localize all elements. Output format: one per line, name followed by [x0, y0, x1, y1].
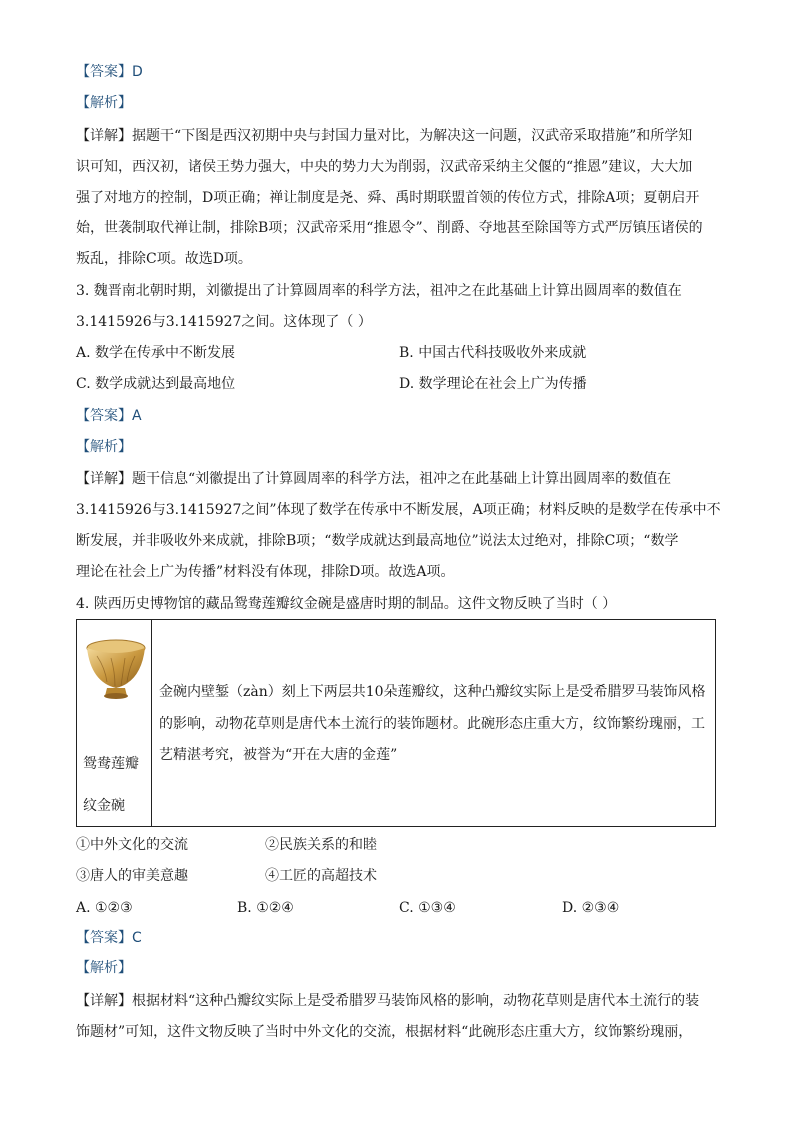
question-stem: 3. 魏晋南北朝时期，刘徽提出了计算圆周率的科学方法，祖冲之在此基础上计算出圆周率的数值在 [76, 283, 682, 299]
option-b: B. ①②④ [237, 900, 294, 916]
option-c: C. ①③④ [399, 900, 456, 916]
detail-line: 3.1415926与3.1415927之间”体现了数学在传承中不断发展，A项正确；材料反映的是数学在传承中不 [76, 502, 721, 518]
option-c: C. 数学成就达到最高地位 [76, 376, 236, 392]
option-a: A. 数学在传承中不断发展 [76, 345, 236, 361]
item-3: ③唐人的审美意趣 [76, 868, 188, 884]
material-text: 的影响，动物花草则是唐代本土流行的装饰题材。此碗形态庄重大方，纹饰繁纷瑰丽，工 [159, 716, 705, 732]
material-text: 艺精湛考究，被誉为“开在大唐的金莲” [159, 747, 398, 763]
option-b: B. 中国古代科技吸收外来成就 [399, 345, 587, 361]
question-stem: 4. 陕西历史博物馆的藏品鸳鸯莲瓣纹金碗是盛唐时期的制品。这件文物反映了当时（ ） [76, 596, 617, 612]
detail-line: 【详解】根据材料“这种凸瓣纹实际上是受希腊罗马装饰风格的影响，动物花草则是唐代本土流行的装 [76, 993, 700, 1009]
material-table [76, 619, 716, 827]
table-divider [151, 620, 152, 826]
option-d: D. ②③④ [562, 900, 620, 916]
detail-line: 叛乱，排除C项。故选D项。 [76, 251, 252, 267]
detail-line: 理论在社会上广为传播”材料没有体现，排除D项。故选A项。 [76, 564, 455, 580]
option-d: D. 数学理论在社会上广为传播 [399, 376, 587, 392]
detail-line: 饰题材”可知，这件文物反映了当时中外文化的交流，根据材料“此碗形态庄重大方，纹饰繁纷瑰丽， [76, 1024, 693, 1040]
detail-line: 断发展，并非吸收外来成就，排除B项；“数学成就达到最高地位”说法太过绝对，排除C项；“数学 [76, 533, 679, 549]
image-caption: 鸳鸯莲瓣 [83, 756, 139, 772]
option-a: A. ①②③ [76, 900, 133, 916]
image-caption: 纹金碗 [83, 798, 125, 814]
detail-line: 强了对地方的控制，D项正确；禅让制度是尧、舜、禹时期联盟首领的传位方式，排除A项；夏朝启开 [76, 190, 700, 206]
item-1: ①中外文化的交流 [76, 837, 188, 853]
item-2: ②民族关系的和睦 [265, 837, 377, 853]
detail-line: 【详解】据题干“下图是西汉初期中央与封国力量对比，为解决这一问题，汉武帝采取措施”和所学知 [76, 128, 693, 144]
question-stem: 3.1415926与3.1415927之间。这体现了（ ） [76, 314, 372, 330]
item-4: ④工匠的高超技术 [265, 868, 377, 884]
answer-label: 【答案】C [76, 930, 142, 946]
detail-line: 识可知，西汉初，诸侯王势力强大，中央的势力大为削弱，汉武帝采纳主父偃的“推恩”建议，大大加 [76, 159, 693, 175]
analysis-label: 【解析】 [76, 95, 132, 111]
analysis-label: 【解析】 [76, 960, 132, 976]
gold-bowl-image [85, 634, 147, 706]
material-text: 金碗内壁錾（zàn）刻上下两层共10朵莲瓣纹，这种凸瓣纹实际上是受希腊罗马装饰风格 [159, 684, 706, 700]
answer-label: 【答案】A [76, 408, 142, 424]
analysis-label: 【解析】 [76, 439, 132, 455]
detail-line: 【详解】题干信息“刘徽提出了计算圆周率的科学方法，祖冲之在此基础上计算出圆周率的数值在 [76, 471, 672, 487]
detail-line: 始，世袭制取代禅让制，排除B项；汉武帝采用“推恩令”、削爵、夺地甚至除国等方式严厉镇压诸侯的 [76, 220, 703, 236]
answer-label: 【答案】D [76, 64, 143, 80]
